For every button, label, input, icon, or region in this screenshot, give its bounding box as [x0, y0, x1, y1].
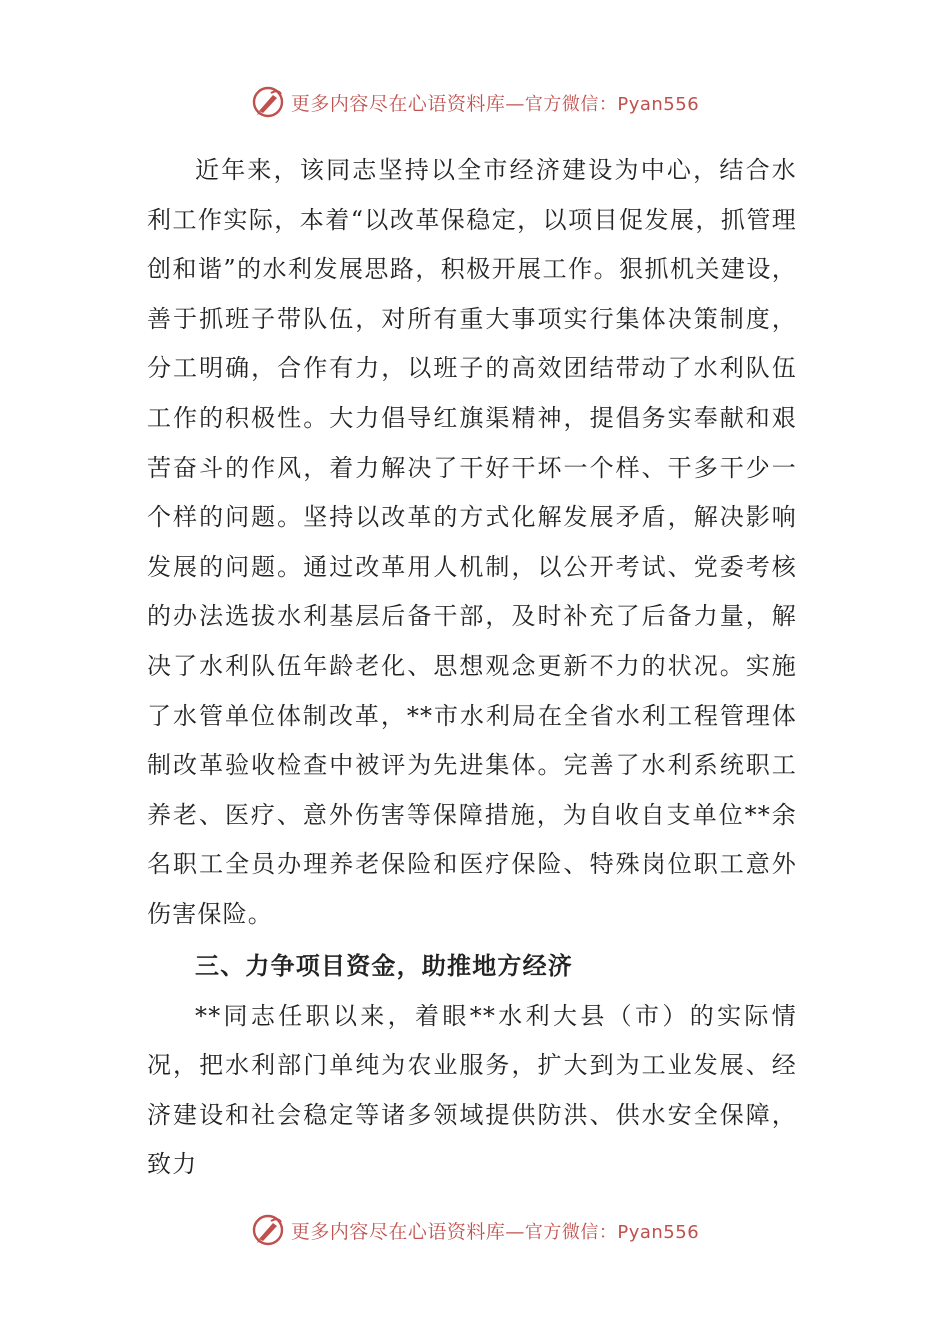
pen-circle-logo-icon — [251, 1213, 285, 1247]
pen-circle-logo-icon — [251, 85, 285, 119]
watermark-left-text: 更多内容尽在心语资料库 — [290, 1220, 506, 1243]
header-watermark — [0, 82, 950, 122]
watermark-right-text: 官方微信：Pyan556 — [524, 1221, 700, 1243]
footer-watermark — [0, 1210, 950, 1250]
watermark-separator: — — [505, 1220, 525, 1243]
body-paragraph-1: 近年来，该同志坚持以全市经济建设为中心，结合水利工作实际，本着“以改革保稳定，以项目促发展，抓管理创和谐”的水利发展思路，积极开展工作。狠抓机关建设，善于抓班子带队伍，对所有重大事项实行集体决策制度，分工明确，合作有力，以班子的高效团结带动了水利队伍工作的积极性。大力倡导红旗渠精神，提倡务实奉献和艰苦奋斗的作风，着力解决了干好干坏一个样、干多干少一个样的问题。坚持以改革的方式化解发展矛盾，解决影响发展的问题。通过改革用人机制，以公开考试、党委考核的办法选拔水利基层后备干部，及时补充了后备力量，解决了水利队伍年龄老化、思想观念更新不力的状况。实施了水管单位体制改革，**市水利局在全省水利工程管理体制改革验收检查中被评为先进集体。完善了水利系统职工养老、医疗、意外伤害等保障措施，为自收自支单位**余名职工全员办理养老保险和医疗保险、特殊岗位职工意外伤害保险。 — [147, 156, 797, 928]
watermark-right-text: 官方微信：Pyan556 — [524, 93, 700, 115]
document-body — [147, 146, 797, 1190]
body-paragraph-2: **同志任职以来，着眼**水利大县（市）的实际情况，把水利部门单纯为农业服务，扩大到为工业发展、经济建设和社会稳定等诸多领域提供防洪、供水安全保障，致力 — [147, 1001, 797, 1179]
watermark-text — [291, 1217, 699, 1244]
watermark-left-text: 更多内容尽在心语资料库 — [290, 92, 506, 115]
watermark-separator: — — [505, 92, 525, 115]
section-heading-3: 三、力争项目资金，助推地方经济 — [195, 951, 573, 980]
watermark-text — [291, 89, 699, 116]
